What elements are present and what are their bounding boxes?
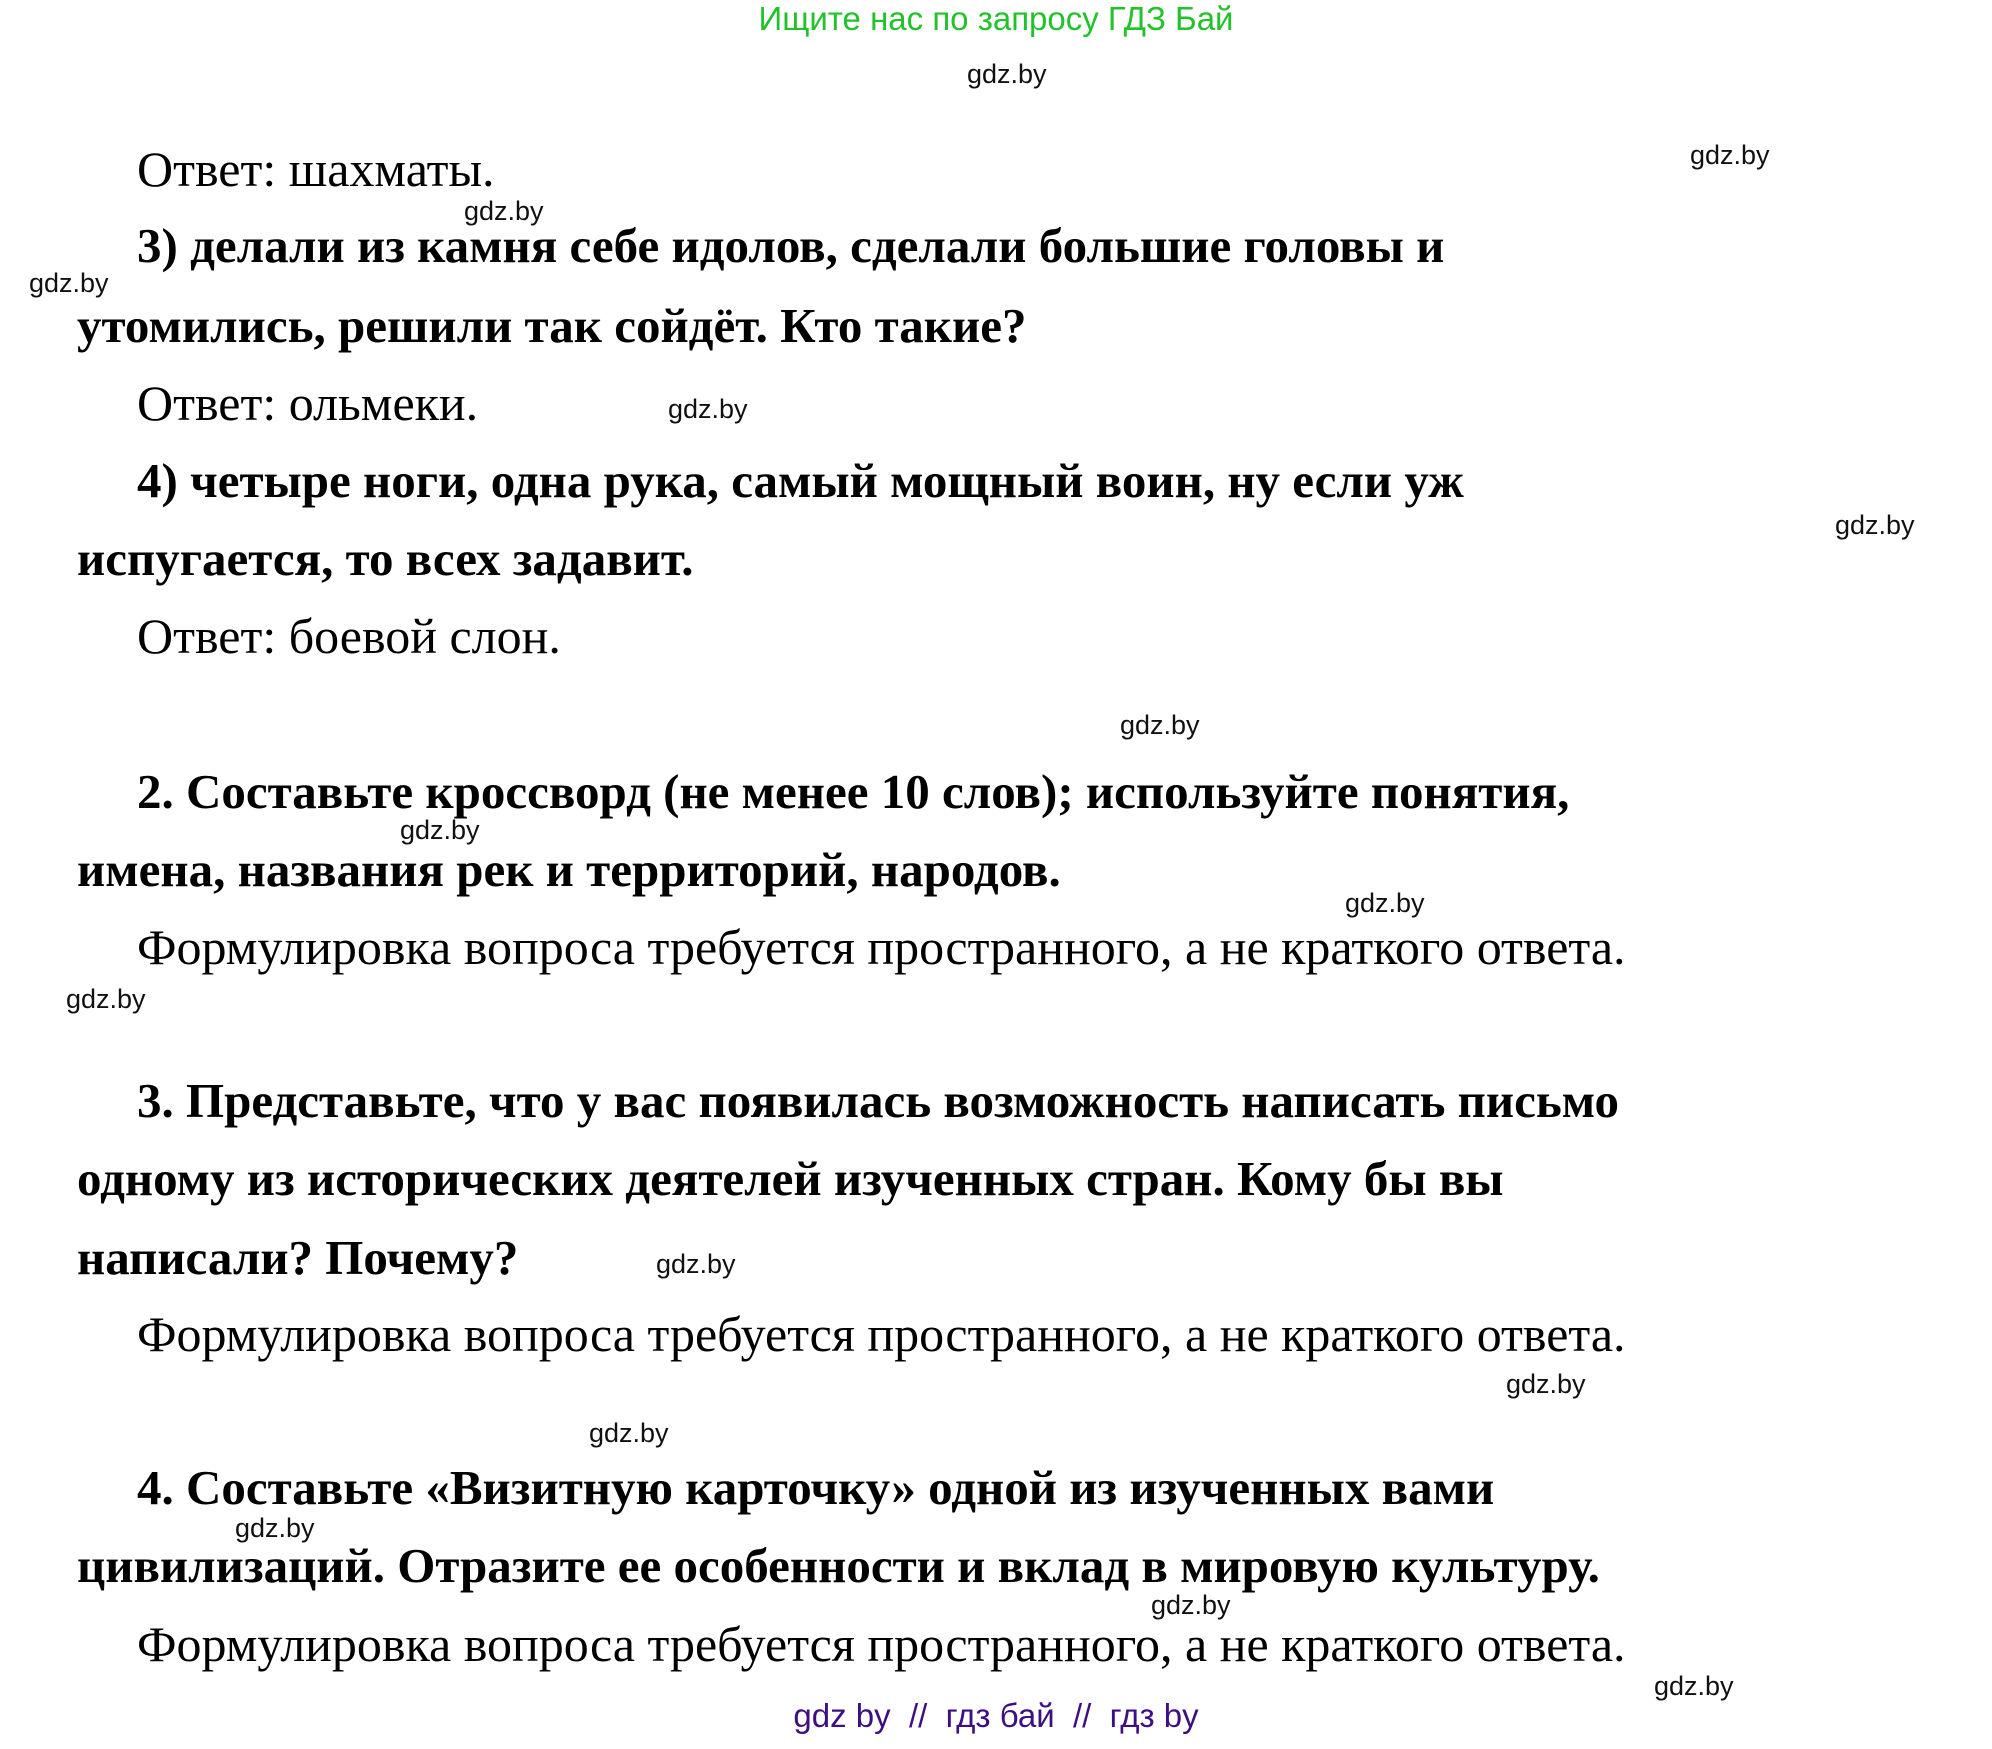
search-hint-banner: Ищите нас по запросу ГДЗ Бай <box>758 0 1234 37</box>
watermark: gdz.by <box>464 196 544 226</box>
task-heading: 4. Составьте «Визитную карточку» одной из изученных вами <box>137 1460 1495 1515</box>
question-line: утомились, решили так сойдёт. Кто такие? <box>77 298 1027 353</box>
task-heading: одному из исторических деятелей изученных стран. Кому бы вы <box>77 1151 1504 1206</box>
watermark: gdz.by <box>29 268 109 298</box>
watermark: gdz.by <box>656 1249 736 1279</box>
watermark: gdz.by <box>589 1418 669 1448</box>
task-heading: имена, названия рек и территорий, народов. <box>77 842 1061 897</box>
watermark: gdz.by <box>1654 1671 1734 1701</box>
task-heading: написали? Почему? <box>77 1230 519 1285</box>
watermark: gdz.by <box>1835 510 1915 540</box>
answer-line: Ответ: ольмеки. <box>137 375 479 431</box>
answer-line: Формулировка вопроса требуется пространного, а не краткого ответа. <box>137 1306 1626 1362</box>
watermark: gdz.by <box>1345 888 1425 918</box>
task-heading: 3. Представьте, что у вас появилась возможность написать письмо <box>137 1073 1620 1128</box>
question-line: 3) делали из камня себе идолов, сделали большие головы и <box>137 218 1445 273</box>
watermark: gdz.by <box>1151 1590 1231 1620</box>
watermark: gdz.by <box>235 1513 315 1543</box>
answer-line: Формулировка вопроса требуется пространного, а не краткого ответа. <box>137 919 1626 975</box>
answer-line: Формулировка вопроса требуется пространного, а не краткого ответа. <box>137 1616 1626 1672</box>
watermark: gdz.by <box>400 815 480 845</box>
footer-links: gdz by // гдз бай // гдз by <box>793 1697 1199 1734</box>
watermark: gdz.by <box>1506 1369 1586 1399</box>
task-heading: цивилизаций. Отразите ее особенности и вклад в мировую культуру. <box>77 1538 1600 1593</box>
answer-line: Ответ: боевой слон. <box>137 608 561 664</box>
watermark: gdz.by <box>1120 710 1200 740</box>
watermark: gdz.by <box>1690 140 1770 170</box>
watermark: gdz.by <box>668 394 748 424</box>
task-heading: 2. Составьте кроссворд (не менее 10 слов); используйте понятия, <box>137 764 1570 819</box>
question-line: испугается, то всех задавит. <box>77 531 694 586</box>
question-line: 4) четыре ноги, одна рука, самый мощный воин, ну если уж <box>137 453 1464 508</box>
watermark: gdz.by <box>967 59 1047 89</box>
answer-line: Ответ: шахматы. <box>137 141 495 197</box>
watermark: gdz.by <box>66 984 146 1014</box>
